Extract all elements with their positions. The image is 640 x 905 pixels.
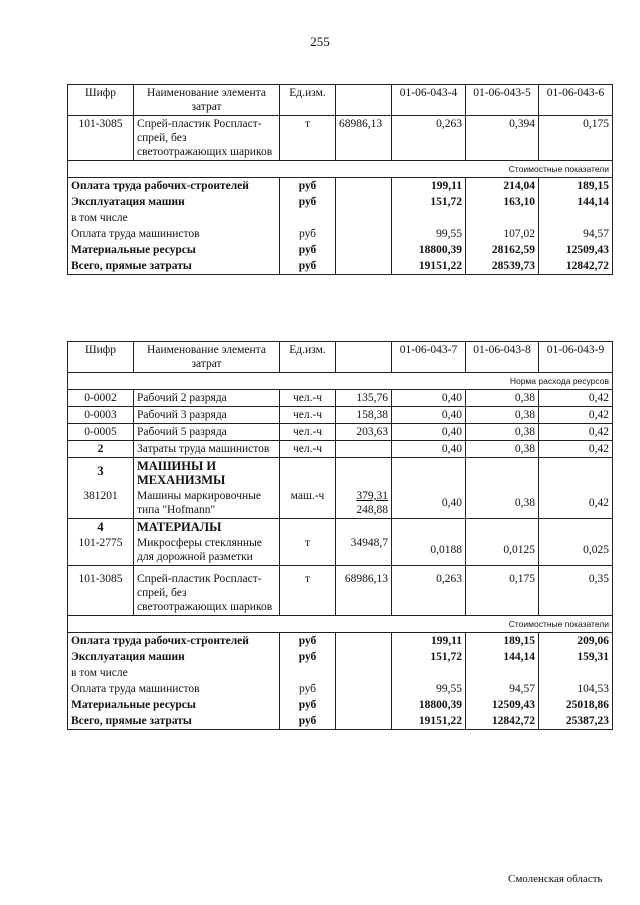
table-row xyxy=(68,566,613,616)
table-row xyxy=(68,488,613,519)
row-unit: чел.-ч xyxy=(280,441,336,458)
summary-row xyxy=(68,681,613,697)
row-unit: чел.-ч xyxy=(280,424,336,441)
header-name: Наименование элемента затрат xyxy=(134,85,280,116)
row-code: 101-3085 xyxy=(68,566,134,616)
summary-row xyxy=(68,697,613,713)
row-name: Рабочий 2 разряда xyxy=(134,390,280,407)
summary-row xyxy=(68,210,613,226)
section-code: 3 xyxy=(68,458,134,489)
row-name: Затраты труда машинистов xyxy=(134,441,280,458)
header-name: Наименование элемента затрат xyxy=(134,342,280,373)
norm-label: Норма расхода ресурсов xyxy=(68,373,613,390)
price-top: 379,31 xyxy=(356,490,388,502)
row-value-2: 0,38 xyxy=(466,390,539,407)
row-price xyxy=(336,488,392,519)
table-header-row xyxy=(68,342,613,373)
summary-row xyxy=(68,665,613,681)
row-name: Микросферы стеклянные для дорожной разметки xyxy=(134,535,280,566)
table-header-row xyxy=(68,85,613,116)
header-unit: Ед.изм. xyxy=(280,85,336,116)
row-code: 0-0002 xyxy=(68,390,134,407)
machines-section-row xyxy=(68,458,613,489)
footer-region: Смоленская область xyxy=(508,873,603,885)
row-value-1: 0,40 xyxy=(392,488,466,519)
price-bottom: 248,88 xyxy=(356,504,388,516)
summary-value-1: 19151,22 xyxy=(392,258,466,275)
row-value-1: 0,263 xyxy=(392,566,466,616)
summary-unit: руб xyxy=(280,194,336,210)
summary-value-3: 189,15 xyxy=(539,178,613,195)
summary-value-2: 94,57 xyxy=(466,681,539,697)
row-value-2: 0,38 xyxy=(466,488,539,519)
section-code: 4 xyxy=(68,519,134,536)
summary-value-1: 151,72 xyxy=(392,194,466,210)
summary-name: Всего, прямые затраты xyxy=(68,258,280,275)
row-name: Рабочий 3 разряда xyxy=(134,407,280,424)
summary-name: в том числе xyxy=(68,665,280,681)
norm-label-row xyxy=(68,373,613,390)
row-value-1: 0,40 xyxy=(392,424,466,441)
row-value-3: 0,42 xyxy=(539,488,613,519)
header-col-3: 01-06-043-9 xyxy=(539,342,613,373)
row-name: Спрей-пластик Роспласт-спрей, без светоотражающих шариков xyxy=(134,566,280,616)
row-code: 381201 xyxy=(68,488,134,519)
row-price: 34948,7 xyxy=(336,535,392,566)
summary-value-1: 18800,39 xyxy=(392,697,466,713)
summary-value-1: 151,72 xyxy=(392,649,466,665)
summary-value-1: 199,11 xyxy=(392,633,466,650)
summary-value-1: 18800,39 xyxy=(392,242,466,258)
header-price xyxy=(336,342,392,373)
summary-value-3: 209,06 xyxy=(539,633,613,650)
summary-value-3: 159,31 xyxy=(539,649,613,665)
summary-row xyxy=(68,258,613,275)
table-row xyxy=(68,116,613,161)
row-price: 68986,13 xyxy=(336,116,392,161)
row-unit: т xyxy=(280,116,336,161)
summary-value-2: 107,02 xyxy=(466,226,539,242)
summary-value-3: 144,14 xyxy=(539,194,613,210)
row-value-3: 0,42 xyxy=(539,441,613,458)
row-value-3: 0,42 xyxy=(539,424,613,441)
row-value-2: 0,38 xyxy=(466,407,539,424)
row-value-3: 0,42 xyxy=(539,407,613,424)
row-code: 101-3085 xyxy=(68,116,134,161)
row-value-2: 0,38 xyxy=(466,424,539,441)
summary-row xyxy=(68,194,613,210)
summary-name: Эксплуатация машин xyxy=(68,649,280,665)
summary-value-1: 99,55 xyxy=(392,681,466,697)
row-price: 135,76 xyxy=(336,390,392,407)
section-label: Стоимостные показатели xyxy=(68,616,613,633)
section-label: Стоимостные показатели xyxy=(68,161,613,178)
summary-value-1: 99,55 xyxy=(392,226,466,242)
row-value-2: 0,38 xyxy=(466,441,539,458)
row-code: 0-0003 xyxy=(68,407,134,424)
table-row xyxy=(68,441,613,458)
row-price: 68986,13 xyxy=(336,566,392,616)
row-code: 2 xyxy=(68,441,134,458)
summary-value-3: 104,53 xyxy=(539,681,613,697)
materials-section-row xyxy=(68,519,613,536)
row-value-1: 0,40 xyxy=(392,390,466,407)
header-code: Шифр xyxy=(68,85,134,116)
row-value-3: 0,42 xyxy=(539,390,613,407)
resource-table-1 xyxy=(67,84,613,275)
header-unit: Ед.изм. xyxy=(280,342,336,373)
summary-value-1: 19151,22 xyxy=(392,713,466,730)
row-code: 101-2775 xyxy=(68,535,134,566)
row-value-2: 0,0125 xyxy=(466,535,539,566)
header-col-2: 01-06-043-5 xyxy=(466,85,539,116)
row-value-2: 0,175 xyxy=(466,566,539,616)
row-price xyxy=(336,441,392,458)
summary-name: Оплата труда машинистов xyxy=(68,681,280,697)
table-row xyxy=(68,407,613,424)
row-unit: чел.-ч xyxy=(280,390,336,407)
section-title: МАШИНЫ И МЕХАНИЗМЫ xyxy=(134,458,280,489)
summary-unit: руб xyxy=(280,633,336,650)
row-name: Рабочий 5 разряда xyxy=(134,424,280,441)
header-code: Шифр xyxy=(68,342,134,373)
table-row xyxy=(68,390,613,407)
summary-unit: руб xyxy=(280,178,336,195)
table-row xyxy=(68,424,613,441)
summary-value-2: 28162,59 xyxy=(466,242,539,258)
summary-value-3: 25018,86 xyxy=(539,697,613,713)
summary-unit: руб xyxy=(280,226,336,242)
section-label-row xyxy=(68,616,613,633)
row-value-3: 0,025 xyxy=(539,535,613,566)
summary-name: Материальные ресурсы xyxy=(68,242,280,258)
row-price: 203,63 xyxy=(336,424,392,441)
summary-row xyxy=(68,178,613,195)
summary-row xyxy=(68,242,613,258)
resource-table-2 xyxy=(67,341,613,730)
row-unit: маш.-ч xyxy=(280,488,336,519)
row-value-1: 0,40 xyxy=(392,407,466,424)
summary-value-3: 12842,72 xyxy=(539,258,613,275)
summary-value-2: 12842,72 xyxy=(466,713,539,730)
row-price: 158,38 xyxy=(336,407,392,424)
summary-name: Оплата труда машинистов xyxy=(68,226,280,242)
summary-value-2: 12509,43 xyxy=(466,697,539,713)
summary-row xyxy=(68,633,613,650)
summary-unit: руб xyxy=(280,697,336,713)
summary-name: Всего, прямые затраты xyxy=(68,713,280,730)
header-col-3: 01-06-043-6 xyxy=(539,85,613,116)
row-name: Машины маркировочные типа "Hofmann" xyxy=(134,488,280,519)
summary-value-3: 12509,43 xyxy=(539,242,613,258)
summary-name: Эксплуатация машин xyxy=(68,194,280,210)
section-label-row xyxy=(68,161,613,178)
summary-name: Оплата труда рабочих-строителей xyxy=(68,633,280,650)
row-name: Спрей-пластик Роспласт-спрей, без светоотражающих шариков xyxy=(134,116,280,161)
summary-value-1: 199,11 xyxy=(392,178,466,195)
page-number: 255 xyxy=(310,34,330,49)
row-value-2: 0,394 xyxy=(466,116,539,161)
header-col-1: 01-06-043-4 xyxy=(392,85,466,116)
summary-row xyxy=(68,713,613,730)
row-value-1: 0,40 xyxy=(392,441,466,458)
summary-name: Оплата труда рабочих-строителей xyxy=(68,178,280,195)
row-value-1: 0,0188 xyxy=(392,535,466,566)
summary-unit: руб xyxy=(280,649,336,665)
row-unit: т xyxy=(280,535,336,566)
summary-value-2: 163,10 xyxy=(466,194,539,210)
header-price xyxy=(336,85,392,116)
summary-row xyxy=(68,649,613,665)
summary-name: Материальные ресурсы xyxy=(68,697,280,713)
summary-value-2: 214,04 xyxy=(466,178,539,195)
summary-value-2: 28539,73 xyxy=(466,258,539,275)
summary-unit: руб xyxy=(280,713,336,730)
section-title: МАТЕРИАЛЫ xyxy=(134,519,280,536)
summary-value-3: 25387,23 xyxy=(539,713,613,730)
row-unit: т xyxy=(280,566,336,616)
summary-name: в том числе xyxy=(68,210,280,226)
table-row xyxy=(68,535,613,566)
row-value-3: 0,175 xyxy=(539,116,613,161)
row-code: 0-0005 xyxy=(68,424,134,441)
summary-unit: руб xyxy=(280,242,336,258)
summary-value-3: 94,57 xyxy=(539,226,613,242)
row-value-3: 0,35 xyxy=(539,566,613,616)
summary-unit: руб xyxy=(280,681,336,697)
row-unit: чел.-ч xyxy=(280,407,336,424)
summary-row xyxy=(68,226,613,242)
header-col-2: 01-06-043-8 xyxy=(466,342,539,373)
header-col-1: 01-06-043-7 xyxy=(392,342,466,373)
summary-unit: руб xyxy=(280,258,336,275)
row-value-1: 0,263 xyxy=(392,116,466,161)
summary-value-2: 144,14 xyxy=(466,649,539,665)
summary-value-2: 189,15 xyxy=(466,633,539,650)
